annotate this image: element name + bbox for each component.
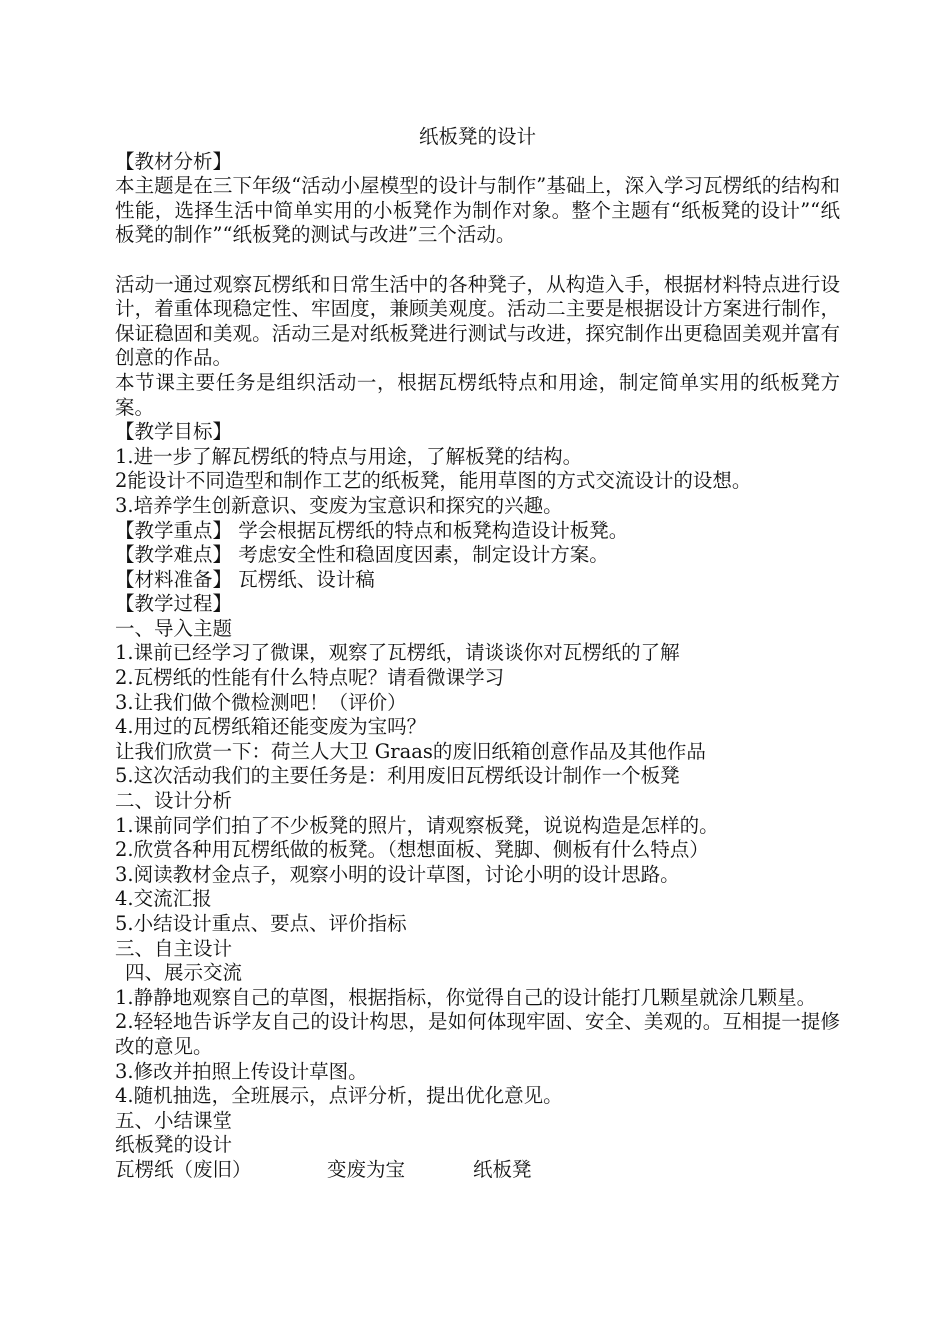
section-heading-textbook-analysis: 【教材分析】 xyxy=(115,149,233,173)
intro-item-appreciate: 让我们欣赏一下：荷兰人大卫 Graas的废旧纸箱创意作品及其他作品 xyxy=(115,739,706,763)
summary-item-concept: 变废为宝 xyxy=(327,1157,406,1181)
goal-item-3: 3.培养学生创新意识、变废为宝意识和探究的兴趣。 xyxy=(115,493,563,517)
document-title: 纸板凳的设计 xyxy=(418,125,536,148)
analysis-item-2: 2.欣赏各种用瓦楞纸做的板凳。（想想面板、凳脚、侧板有什么特点） xyxy=(115,838,709,862)
teaching-difficulty: 【教学难点】 考虑安全性和稳固度因素，制定设计方案。 xyxy=(115,543,609,567)
section-heading-teaching-process: 【教学过程】 xyxy=(115,592,233,616)
analysis-item-4: 4.交流汇报 xyxy=(115,887,212,911)
analysis-item-5: 5.小结设计重点、要点、评价指标 xyxy=(115,912,407,935)
display-item-1: 1.静静地观察自己的草图，根据指标，你觉得自己的设计能打几颗星就涂几颗星。 xyxy=(115,985,817,1009)
summary-title: 纸板凳的设计 xyxy=(115,1133,233,1157)
teaching-key-point: 【教学重点】 学会根据瓦楞纸的特点和板凳构造设计板凳。 xyxy=(115,518,629,542)
section-heading-teaching-goals: 【教学目标】 xyxy=(115,420,233,444)
intro-item-5: 5.这次活动我们的主要任务是：利用废旧瓦楞纸设计制作一个板凳 xyxy=(115,764,680,788)
blank-line xyxy=(115,248,840,273)
intro-item-1: 1.课前已经学习了微课，观察了瓦楞纸，请谈谈你对瓦楞纸的了解 xyxy=(115,641,680,665)
display-item-2: 2.轻轻地告诉学友自己的设计构思，是如何体现牢固、安全、美观的。互相提一提修改的意见。 xyxy=(115,1010,840,1058)
intro-item-3: 3.让我们做个微检测吧！（评价） xyxy=(115,690,407,714)
summary-row xyxy=(115,1158,840,1183)
step-heading-display: 四、展示交流 xyxy=(125,961,243,985)
step-heading-intro: 一、导入主题 xyxy=(115,616,233,640)
analysis-item-3: 3.阅读教材金点子，观察小明的设计草图，讨论小明的设计思路。 xyxy=(115,862,680,886)
intro-item-2: 2.瓦楞纸的性能有什么特点呢？请看微课学习 xyxy=(115,666,505,690)
paragraph-activities: 活动一通过观察瓦楞纸和日常生活中的各种凳子，从构造入手，根据材料特点进行设计，着重体现稳定性、牢固度，兼顾美观度。活动二主要是根据设计方案进行制作，保证稳固和美观。活动三是对纸板凳进行测试与改进，探究制作出更稳固美观并富有创意的作品。 xyxy=(115,272,840,370)
paragraph-main-task: 本节课主要任务是组织活动一，根据瓦楞纸特点和用途，制定简单实用的纸板凳方案。 xyxy=(115,370,840,419)
intro-item-4: 4.用过的瓦楞纸箱还能变废为宝吗？ xyxy=(115,715,427,739)
goal-item-2: 2能设计不同造型和制作工艺的纸板凳，能用草图的方式交流设计的设想。 xyxy=(115,469,752,493)
analysis-item-1: 1.课前同学们拍了不少板凳的照片，请观察板凳，说说构造是怎样的。 xyxy=(115,813,719,837)
document-body xyxy=(115,125,840,1183)
paragraph-theme-intro: 本主题是在三下年级“活动小屋模型的设计与制作”基础上，深入学习瓦楞纸的结构和性能，选择生活中简单实用的小板凳作为制作对象。整个主题有“纸板凳的设计”“纸板凳的制作”“纸板凳的测试与改进”三个活动。 xyxy=(115,174,840,247)
goal-item-1: 1.进一步了解瓦楞纸的特点与用途，了解板凳的结构。 xyxy=(115,444,583,468)
display-item-3: 3.修改并拍照上传设计草图。 xyxy=(115,1059,368,1083)
materials: 【材料准备】 瓦楞纸、设计稿 xyxy=(115,567,375,591)
step-heading-summary: 五、小结课堂 xyxy=(115,1108,233,1132)
summary-item-material: 瓦楞纸（废旧） xyxy=(115,1157,252,1181)
summary-item-product: 纸板凳 xyxy=(473,1157,532,1181)
step-heading-design-analysis: 二、设计分析 xyxy=(115,789,233,813)
step-heading-self-design: 三、自主设计 xyxy=(115,936,233,960)
display-item-4: 4.随机抽选，全班展示，点评分析，提出优化意见。 xyxy=(115,1084,563,1108)
